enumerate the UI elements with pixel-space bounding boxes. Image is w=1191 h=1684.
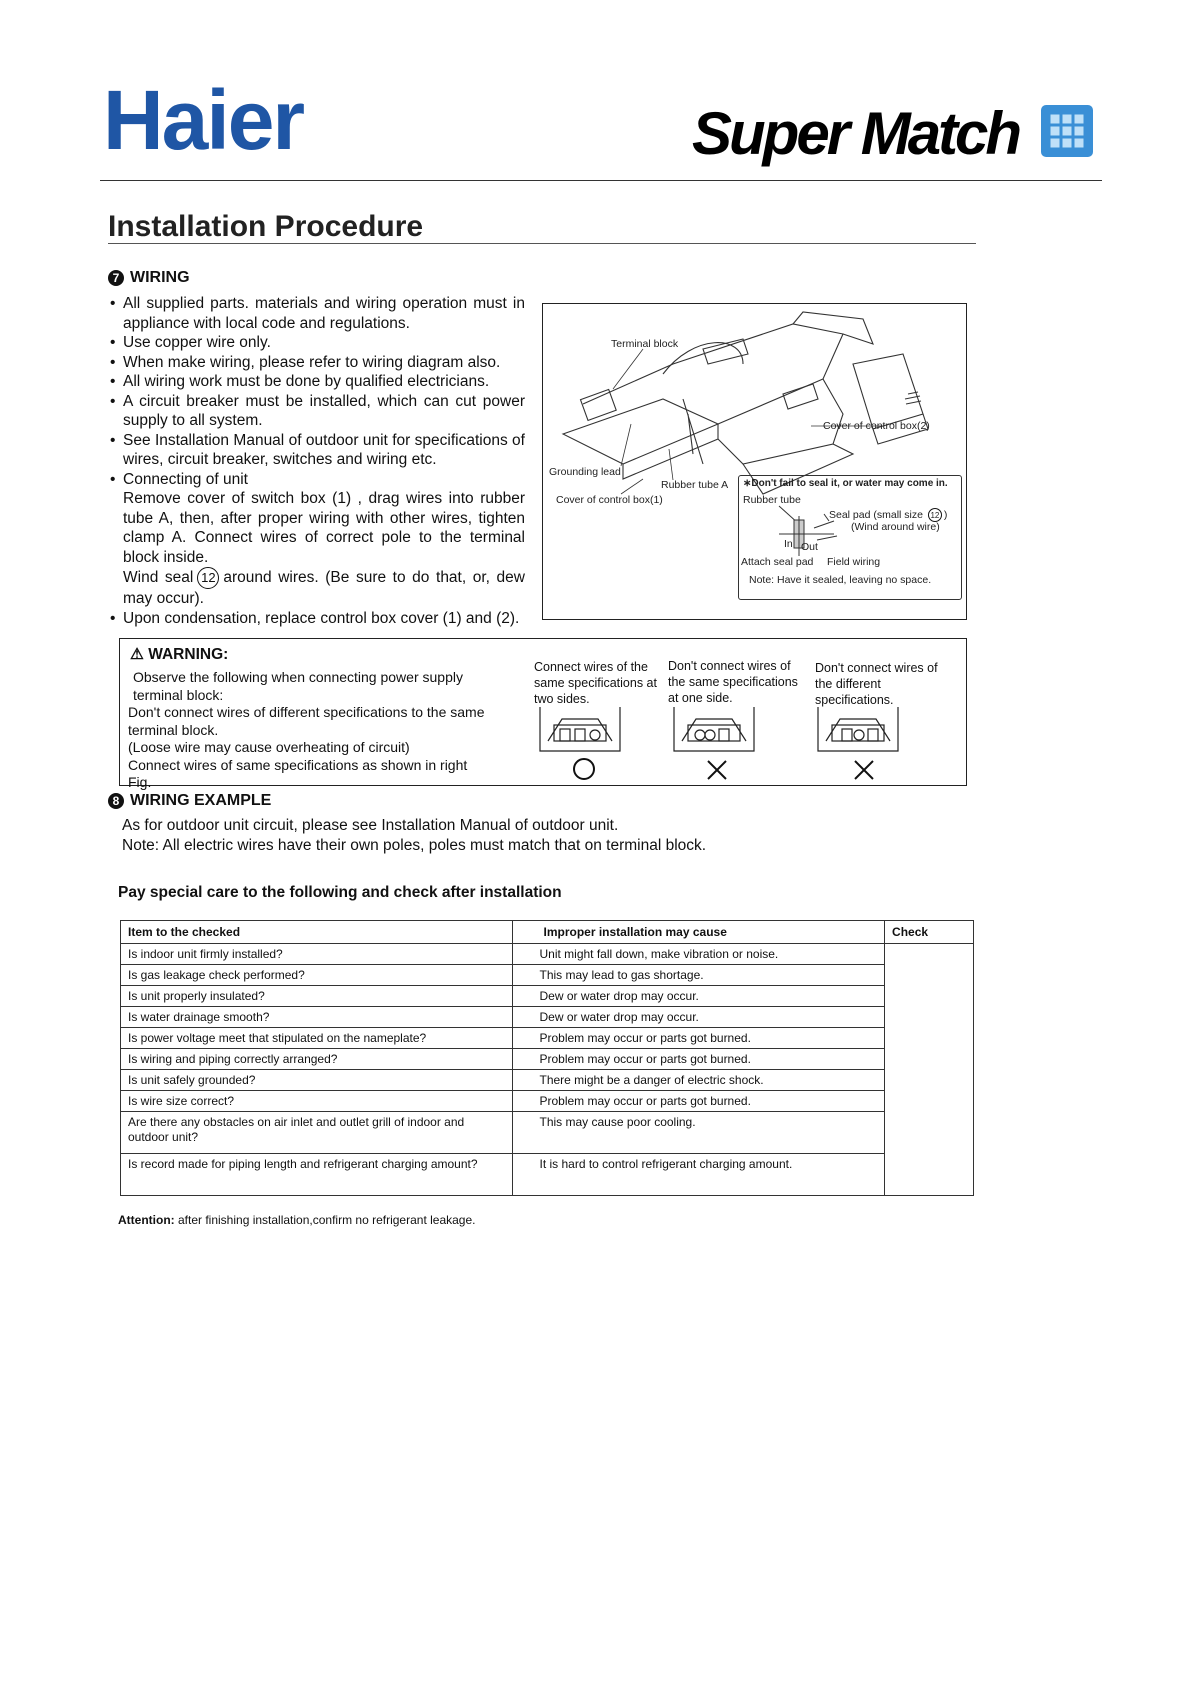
list-item: • Connecting of unit (110, 470, 525, 490)
table-cell: Are there any obstacles on air inlet and outlet grill of indoor and outdoor unit? (121, 1112, 513, 1154)
wind-seal-post: around wires. (Be sure to do that, or, dew may occur). (123, 569, 525, 607)
label-terminal-block: Terminal block (611, 338, 679, 350)
table-cell: This may cause poor cooling. (513, 1112, 885, 1154)
table-cell: Problem may occur or parts got burned. (513, 1049, 885, 1070)
warning-line: Observe the following when connecting power supply terminal block: (133, 669, 463, 703)
label-cover-2: Cover of control box(2) (823, 420, 930, 432)
column-header: Item to the checked (121, 921, 513, 944)
seal-detail-box (738, 475, 962, 600)
table-cell: Is water drainage smooth? (121, 1007, 513, 1028)
warning-text (128, 669, 488, 792)
label-note: Note: Have it sealed, leaving no space. (749, 574, 932, 586)
header-divider (100, 180, 1102, 181)
label-attach: Attach seal pad (741, 556, 814, 568)
terminal-diagram-bad-1 (668, 705, 764, 785)
label-rubber-tube: Rubber tube (743, 494, 801, 506)
list-item: • Upon condensation, replace control box cover (1) and (2). (110, 609, 525, 629)
attention-text: after finishing installation,confirm no refrigerant leakage. (174, 1213, 476, 1227)
table-row (121, 1154, 974, 1196)
list-item: • See Installation Manual of outdoor unit for specifications of wires, circuit breaker, switches and wiring etc. (110, 431, 525, 470)
title-underline (108, 243, 976, 244)
table-cell: This may lead to gas shortage. (513, 965, 885, 986)
wiring-example-line: Note: All electric wires have their own poles, poles must match that on terminal block. (122, 836, 707, 854)
option-text: Don't connect wires of the different specifications. (815, 661, 938, 707)
warning-box (119, 638, 967, 790)
table-cell: Dew or water drop may occur. (513, 1007, 885, 1028)
seal-number-icon: 12 (197, 567, 219, 589)
wiring-example-text (122, 816, 706, 855)
column-header: Improper installation may cause (513, 921, 885, 944)
attention-note (118, 1213, 475, 1227)
attention-label: Attention: (118, 1213, 175, 1227)
terminal-diagram-ok (534, 705, 630, 785)
warning-title (130, 645, 228, 664)
label-wind-around: (Wind around wire) (851, 521, 940, 533)
wiring-heading (108, 269, 190, 287)
checklist-table (120, 920, 974, 1196)
cross-icon (708, 761, 726, 779)
table-cell: Problem may occur or parts got burned. (513, 1028, 885, 1049)
warning-line: Don't connect wires of different specifications to the same terminal block. (128, 704, 485, 738)
table-row (121, 1049, 974, 1070)
section-number: 7 (108, 270, 124, 286)
connect-paragraph: Remove cover of switch box (1) , drag wires into rubber tube A, then, after proper wiring with other wires, tighten clamp A. Connect wires of correct pole to the terminal block inside. (123, 490, 525, 566)
seal-pad-number-icon: 12 (928, 508, 942, 522)
table-cell: Is power voltage meet that stipulated on the nameplate? (121, 1028, 513, 1049)
label-seal-pad: Seal pad (small size 12 ) (829, 508, 948, 521)
haier-logo: Haier (103, 73, 304, 167)
wind-seal-pre: Wind seal (123, 569, 194, 587)
seal-pad-text: Seal pad (small size (829, 508, 923, 521)
section-number: 8 (108, 793, 124, 809)
wind-seal-paragraph (110, 567, 525, 609)
care-heading: Pay special care to the following and check after installation (118, 884, 562, 901)
table-cell: Unit might fall down, make vibration or noise. (513, 944, 885, 965)
warning-line: (Loose wire may cause overheating of circuit) (128, 739, 410, 755)
table-row (121, 965, 974, 986)
warning-line: Connect wires of same specifications as shown in right Fig. (128, 756, 468, 790)
table-row (121, 1112, 974, 1154)
table-cell: Dew or water drop may occur. (513, 986, 885, 1007)
brand-name: Super Match (692, 100, 1020, 167)
table-row (121, 1028, 974, 1049)
table-cell: Is record made for piping length and refrigerant charging amount? (121, 1154, 513, 1196)
label-in: In (784, 538, 793, 550)
table-cell: It is hard to control refrigerant charging amount. (513, 1154, 885, 1196)
list-item: • All supplied parts. materials and wiring operation must in appliance with local code and regulations. (110, 294, 525, 333)
page-title: Installation Procedure (108, 210, 424, 243)
table-cell: Problem may occur or parts got burned. (513, 1091, 885, 1112)
label-out: Out (801, 541, 818, 553)
wiring-example-heading (108, 792, 271, 810)
table-cell: There might be a danger of electric shock. (513, 1070, 885, 1091)
wiring-figure (542, 303, 967, 620)
table-row (121, 1091, 974, 1112)
table-cell: Is unit safely grounded? (121, 1070, 513, 1091)
label-rubber-a: Rubber tube A (661, 479, 729, 491)
terminal-diagram-bad-2 (812, 705, 908, 785)
table-row (121, 1007, 974, 1028)
table-cell: Is indoor unit firmly installed? (121, 944, 513, 965)
list-item: • Use copper wire only. (110, 333, 525, 353)
option-text: Don't connect wires of the same specifications at one side. (668, 659, 798, 705)
table-row (121, 944, 974, 965)
check-cell[interactable] (885, 944, 974, 1196)
cross-icon (855, 761, 873, 779)
table-cell: Is wire size correct? (121, 1091, 513, 1112)
table-cell: Is wiring and piping correctly arranged? (121, 1049, 513, 1070)
wiring-example-heading-text: WIRING EXAMPLE (130, 792, 272, 809)
label-grounding: Grounding lead (549, 466, 621, 478)
label-cover-1: Cover of control box(1) (556, 494, 663, 506)
ok-circle-icon (574, 759, 594, 779)
label-seal-note: ∗Don't fail to seal it, or water may come in. (743, 478, 948, 489)
list-item: • All wiring work must be done by qualified electricians. (110, 372, 525, 392)
cube-icon (1040, 104, 1094, 158)
list-item: • A circuit breaker must be installed, which can cut power supply to all system. (110, 392, 525, 431)
table-cell: Is unit properly insulated? (121, 986, 513, 1007)
warning-icon: ⚠ (130, 646, 144, 663)
option-text: Connect wires of the same specifications at two sides. (534, 660, 657, 706)
warning-title-text: WARNING: (148, 646, 229, 663)
wiring-heading-text: WIRING (130, 269, 190, 286)
wiring-bullets (110, 294, 525, 628)
list-item: • When make wiring, please refer to wiring diagram also. (110, 353, 525, 373)
table-cell: Is gas leakage check performed? (121, 965, 513, 986)
table-row (121, 1070, 974, 1091)
column-header: Check (885, 921, 974, 944)
label-field: Field wiring (827, 556, 881, 568)
wiring-example-line: As for outdoor unit circuit, please see Installation Manual of outdoor unit. (122, 817, 619, 834)
table-header-row (121, 921, 974, 944)
table-row (121, 986, 974, 1007)
